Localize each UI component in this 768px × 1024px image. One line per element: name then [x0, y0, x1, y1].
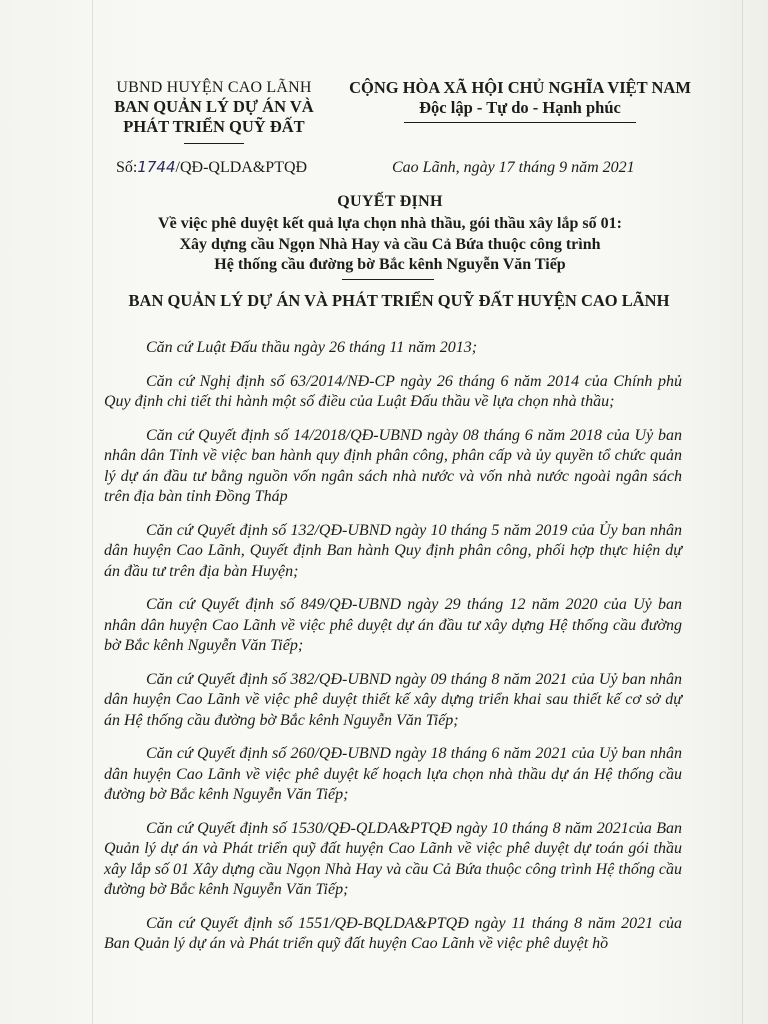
docno-handwritten: 1744: [137, 158, 176, 176]
motto-underline: [404, 122, 636, 123]
legal-basis-paragraph: Căn cứ Quyết định số 382/QĐ-UBND ngày 09 tháng 8 năm 2021 của Uỷ ban nhân dân huyện Cao Lãnh về việc phê duyệt thiết kế xây dựng triển khai sau thiết kế cơ sở dự án Hệ thống cầu đường bờ Bắc kênh Nguyễn Văn Tiếp;: [104, 670, 682, 729]
agency-name-line1: BAN QUẢN LÝ DỰ ÁN VÀ: [114, 97, 314, 116]
legal-basis-paragraph: Căn cứ Quyết định số 260/QĐ-UBND ngày 18 tháng 6 năm 2021 của Uỷ ban nhân dân huyện Cao Lãnh về việc phê duyệt kế hoạch lựa chọn nhà thầu dự án Hệ thống cầu đường bờ Bắc kênh Nguyễn Văn Tiếp;: [104, 745, 682, 803]
national-header: [344, 78, 696, 123]
docno-suffix: /QĐ-QLDA&PTQĐ: [175, 159, 308, 176]
agency-name-line2: PHÁT TRIỂN QUỸ ĐẤT: [123, 117, 305, 136]
document-body: [104, 338, 682, 968]
document-subject-line1: Về việc phê duyệt kết quả lựa chọn nhà thầu, gói thầu xây lắp số 01:: [158, 215, 622, 232]
national-motto: Độc lập - Tự do - Hạnh phúc: [419, 98, 621, 117]
scan-fold-line: [92, 0, 93, 1024]
legal-basis-paragraph: Căn cứ Quyết định số 849/QĐ-UBND ngày 29 tháng 12 năm 2020 của Uỷ ban nhân dân huyện Cao Lãnh về việc phê duyệt dự án đầu tư xây dựng Hệ thống cầu đường bờ Bắc kênh Nguyễn Văn Tiếp;: [104, 596, 682, 654]
document-title: QUYẾT ĐỊNH: [337, 193, 443, 210]
legal-basis-paragraph: Căn cứ Quyết định số 132/QĐ-UBND ngày 10 tháng 5 năm 2019 của Ủy ban nhân dân huyện Cao Lãnh, Quyết định Ban hành Quy định phân công, phối hợp thực hiện dự án đầu tư trên địa bàn Huyện;: [104, 521, 682, 580]
national-title: CỘNG HÒA XÃ HỘI CHỦ NGHĨA VIỆT NAM: [349, 78, 691, 97]
legal-basis-paragraph: Căn cứ Quyết định số 14/2018/QĐ-UBND ngày 08 tháng 6 năm 2018 của Uỷ ban nhân dân Tỉnh về việc ban hành quy định phân công, phân cấp và ủy quyền tổ chức quản lý dự án đầu tư bằng nguồn vốn ngân sách nhà nước và vốn nhà nước ngoài ngân sách trên địa bàn tỉnh Đồng Tháp: [104, 426, 682, 505]
issuing-authority: BAN QUẢN LÝ DỰ ÁN VÀ PHÁT TRIỂN QUỸ ĐẤT HUYỆN CAO LÃNH: [128, 291, 670, 310]
document-subject-line3: Hệ thống cầu đường bờ Bắc kênh Nguyễn Văn Tiếp: [214, 256, 566, 273]
scan-fold-line: [742, 0, 743, 1024]
legal-basis-paragraph: Căn cứ Nghị định số 63/2014/NĐ-CP ngày 26 tháng 6 năm 2014 của Chính phủ Quy định chi tiết thi hành một số điều của Luật Đấu thầu về lựa chọn nhà thầu;: [104, 372, 682, 410]
document-subject-line2: Xây dựng cầu Ngọn Nhà Hay và cầu Cả Bứa thuộc công trình: [179, 236, 601, 253]
docno-prefix: Số:: [116, 159, 138, 176]
legal-basis-paragraph: Căn cứ Quyết định số 1530/QĐ-QLDA&PTQĐ ngày 10 tháng 8 năm 2021của Ban Quản lý dự án và Phát triển quỹ đất huyện Cao Lãnh về việc phê duyệt dự toán gói thầu xây lắp số 01 Xây dựng cầu Ngọn Nhà Hay và cầu Cả Bứa thuộc công trình Hệ thống cầu đường bờ Bắc kênh Nguyễn Văn Tiếp;: [104, 819, 682, 898]
header-underline: [184, 143, 244, 144]
parent-agency: UBND HUYỆN CAO LÃNH: [116, 79, 312, 96]
legal-basis-paragraph: Căn cứ Luật Đấu thầu ngày 26 tháng 11 năm 2013;: [146, 339, 478, 356]
title-underline: [342, 279, 434, 280]
legal-basis-paragraph: Căn cứ Quyết định số 1551/QĐ-BQLDA&PTQĐ ngày 11 tháng 8 năm 2021 của Ban Quản lý dự án và Phát triển quỹ đất huyện Cao Lãnh về việc phê duyệt hồ: [104, 914, 682, 952]
document-number: [116, 158, 307, 177]
place-date: Cao Lãnh, ngày 17 tháng 9 năm 2021: [392, 159, 635, 176]
issuing-agency-header: [98, 78, 330, 144]
